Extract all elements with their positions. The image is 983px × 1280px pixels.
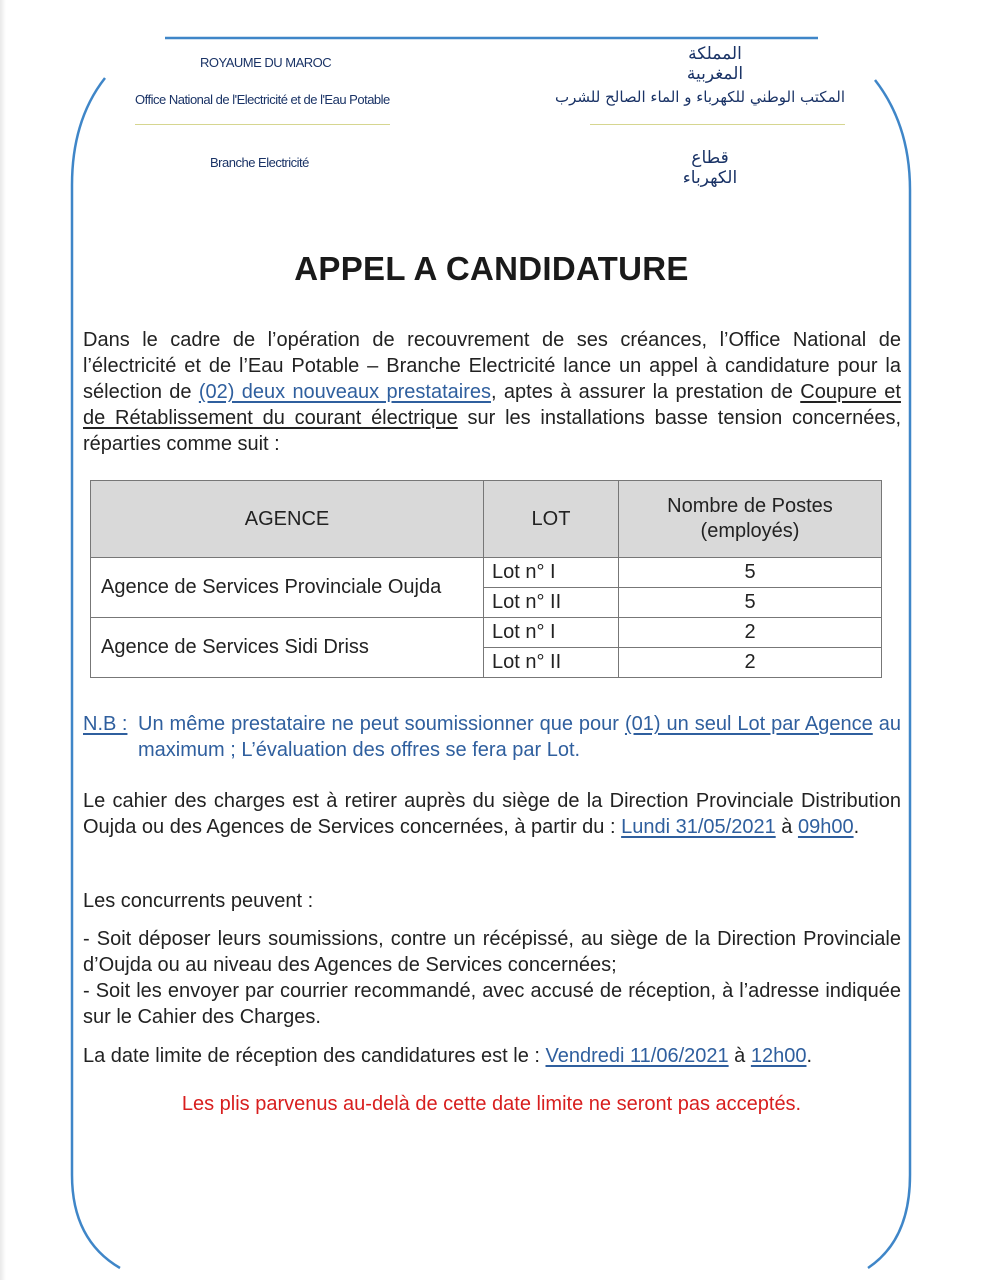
nb-label: N.B : [83, 713, 128, 735]
count-cell: 5 [619, 588, 882, 618]
branch-fr: Branche Electricité [210, 155, 309, 170]
kingdom-ar: المملكة المغربية [686, 44, 744, 84]
deadline-date: Vendredi 11/06/2021 [545, 1045, 729, 1067]
concurrents-list [83, 926, 901, 1030]
header-lot: LOT [484, 481, 619, 558]
office-fr-underline [135, 124, 390, 125]
lot-cell: Lot n° I [484, 618, 619, 648]
deadline-paragraph: La date limite de réception des candidatures est le : Vendredi 11/06/2021 à 12h00. [83, 1045, 813, 1067]
lot-cell: Lot n° II [484, 588, 619, 618]
cahier-date: Lundi 31/05/2021 [621, 816, 776, 838]
kingdom-fr: ROYAUME DU MAROC [200, 55, 332, 70]
cahier-paragraph: Le cahier des charges est à retirer auprès du siège de la Direction Provinciale Distribution Oujda ou des Agences de Services concernées, à partir du : Lundi 31/05/2021 à 09h00. [83, 790, 901, 838]
count-cell: 2 [619, 618, 882, 648]
office-ar-underline [590, 124, 845, 125]
prestataires-count: (02) deux nouveaux prestataires [198, 381, 491, 403]
lot-cell: Lot n° I [484, 558, 619, 588]
header-postes: Nombre de Postes (employés) [619, 481, 882, 558]
list-item: - Soit déposer leurs soumissions, contre un récépissé, au siège de la Direction Provinciale d’Oujda ou au niveau des Agences de Services concernées; [83, 928, 901, 976]
nb-text: Un même prestataire ne peut soumissionner que pour (01) un seul Lot par Agence au maximum ; L’évaluation des offres se fera par Lot. [138, 713, 902, 761]
page-title: APPEL A CANDIDATURE [294, 250, 689, 287]
count-cell: 5 [619, 558, 882, 588]
deadline-time: 12h00 [750, 1045, 807, 1067]
agency-cell: Agence de Services Sidi Driss [91, 618, 484, 678]
list-item: - Soit les envoyer par courrier recommandé, avec accusé de réception, à l’adresse indiquée sur le Cahier des Charges. [83, 980, 901, 1028]
concurrents-intro: Les concurrents peuvent : [83, 890, 314, 912]
office-ar: المكتب الوطني للكهرباء و الماء الصالح للشرب [555, 88, 845, 106]
lots-table [90, 480, 882, 678]
table-row [91, 558, 882, 588]
cahier-time: 09h00 [797, 816, 854, 838]
branch-ar: قطاع الكهرباء [682, 148, 738, 188]
header-agence: AGENCE [91, 481, 484, 558]
agency-cell: Agence de Services Provinciale Oujda [91, 558, 484, 618]
table-row [91, 618, 882, 648]
final-warning: Les plis parvenus au-delà de cette date limite ne seront pas acceptés. [181, 1093, 802, 1115]
table-header-row [91, 481, 882, 558]
intro-paragraph: Dans le cadre de l’opération de recouvrement de ses créances, l’Office National de l’électricité et de l’Eau Potable – Branche Electricité lance un appel à candidature pour la sélection de (02) deux nouveaux prestataires, aptes à assurer la prestation de Coupure et de Rétablissement du courant électrique sur les installations basse tension concernées, réparties comme suit : [83, 329, 901, 455]
lot-cell: Lot n° II [484, 648, 619, 678]
office-fr: Office National de l'Electricité et de l'Eau Potable [135, 92, 390, 107]
prestation-type: Coupure et de Rétablissement du courant électrique [83, 381, 901, 429]
count-cell: 2 [619, 648, 882, 678]
